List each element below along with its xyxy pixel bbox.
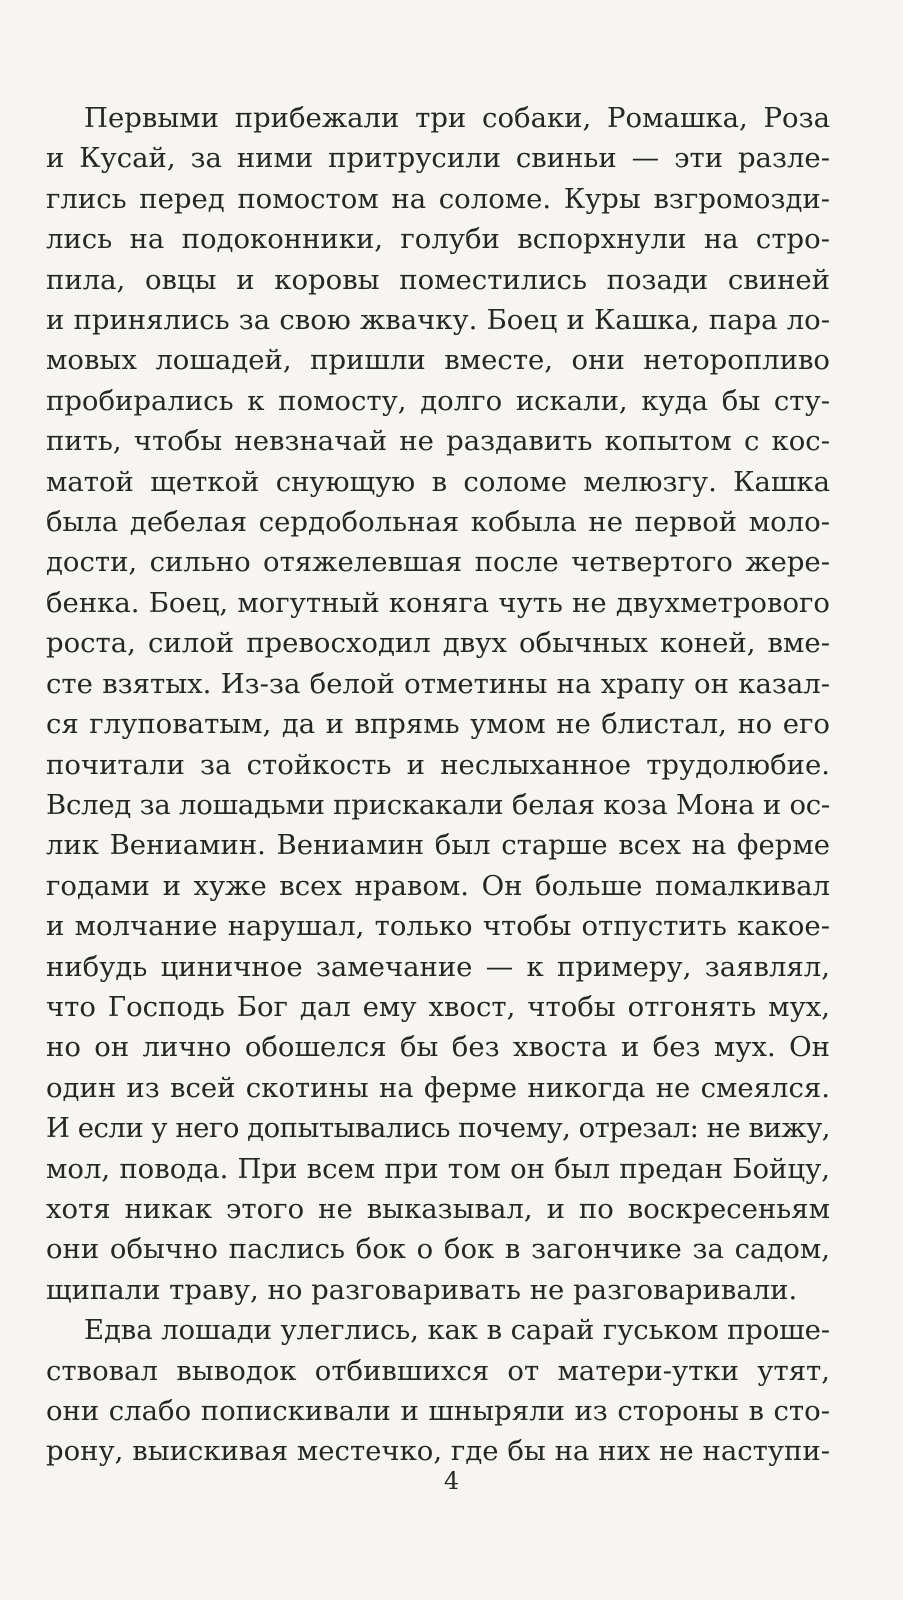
text-line: но он лично обошелся бы без хвоста и без мух. Он xyxy=(46,1031,830,1064)
text-line: была дебелая сердобольная кобыла не первой моло- xyxy=(46,506,830,539)
text-line: и молчание нарушал, только чтобы отпустить какое- xyxy=(46,910,830,943)
text-line: Едва лошади улеглись, как в сарай гуськом проше- xyxy=(84,1314,830,1347)
text-line: и принялись за свою жвачку. Боец и Кашка, пара ло- xyxy=(46,304,830,337)
text-line: бенка. Боец, могутный коняга чуть не двухметрового xyxy=(46,586,830,619)
text-line: пробирались к помосту, долго искали, куда бы сту- xyxy=(46,384,830,417)
text-line: щипали траву, но разговаривать не разговаривали. xyxy=(46,1273,798,1306)
text-line: дости, сильно отяжелевшая после четвертого жере- xyxy=(46,546,830,579)
text-line: пила, овцы и коровы поместились позади свиней xyxy=(46,263,830,296)
text-line: они обычно паслись бок о бок в загончике за садом, xyxy=(46,1233,830,1266)
paragraph-2 xyxy=(46,1310,830,1472)
text-line: роста, силой превосходил двух обычных коней, вме- xyxy=(46,627,830,660)
text-line: ся глуповатым, да и впрямь умом не блистал, но его xyxy=(46,708,830,741)
paragraph-1 xyxy=(46,98,830,1310)
text-line: глись перед помостом на соломе. Куры взгромозди- xyxy=(46,182,830,215)
text-line: что Господь Бог дал ему хвост, чтобы отгонять мух, xyxy=(46,990,830,1023)
text-line: годами и хуже всех нравом. Он больше помалкивал xyxy=(46,869,830,902)
text-line: пить, чтобы невзначай не раздавить копытом с кос- xyxy=(46,425,830,458)
text-line: сте взятых. Из-за белой отметины на храпу он казал- xyxy=(46,667,830,700)
text-line: мол, повода. При всем при том он был предан Бойцу, xyxy=(46,1152,830,1185)
body-text xyxy=(46,98,830,1472)
text-line: почитали за стойкость и неслыханное трудолюбие. xyxy=(46,748,830,781)
text-line: рону, выискивая местечко, где бы на них не наступи- xyxy=(46,1435,830,1468)
text-line: Первыми прибежали три собаки, Ромашка, Роза xyxy=(84,102,830,134)
text-line: хотя никак этого не выказывал, и по воскресеньям xyxy=(46,1192,830,1225)
text-line: они слабо попискивали и шныряли из стороны в сто- xyxy=(46,1395,830,1427)
text-line: ствовал выводок отбившихся от матери-утки утят, xyxy=(46,1354,830,1387)
text-line: матой щеткой снующую в соломе мелюзгу. Кашка xyxy=(46,465,830,498)
text-line: мовых лошадей, пришли вместе, они неторопливо xyxy=(46,344,830,377)
text-line: нибудь циничное замечание — к примеру, заявлял, xyxy=(46,950,830,983)
text-line: лик Вениамин. Вениамин был старше всех на ферме xyxy=(46,829,830,862)
page-number: 4 xyxy=(443,1467,460,1495)
text-line: И если у него допытывались почему, отрезал: не вижу, xyxy=(46,1112,830,1145)
text-line: Вслед за лошадьми прискакали белая коза Мона и ос- xyxy=(46,788,830,821)
text-line: лись на подоконники, голуби вспорхнули на стро- xyxy=(46,223,830,256)
text-line: один из всей скотины на ферме никогда не смеялся. xyxy=(46,1071,830,1104)
text-line: и Кусай, за ними притрусили свиньи — эти разле- xyxy=(46,142,830,175)
